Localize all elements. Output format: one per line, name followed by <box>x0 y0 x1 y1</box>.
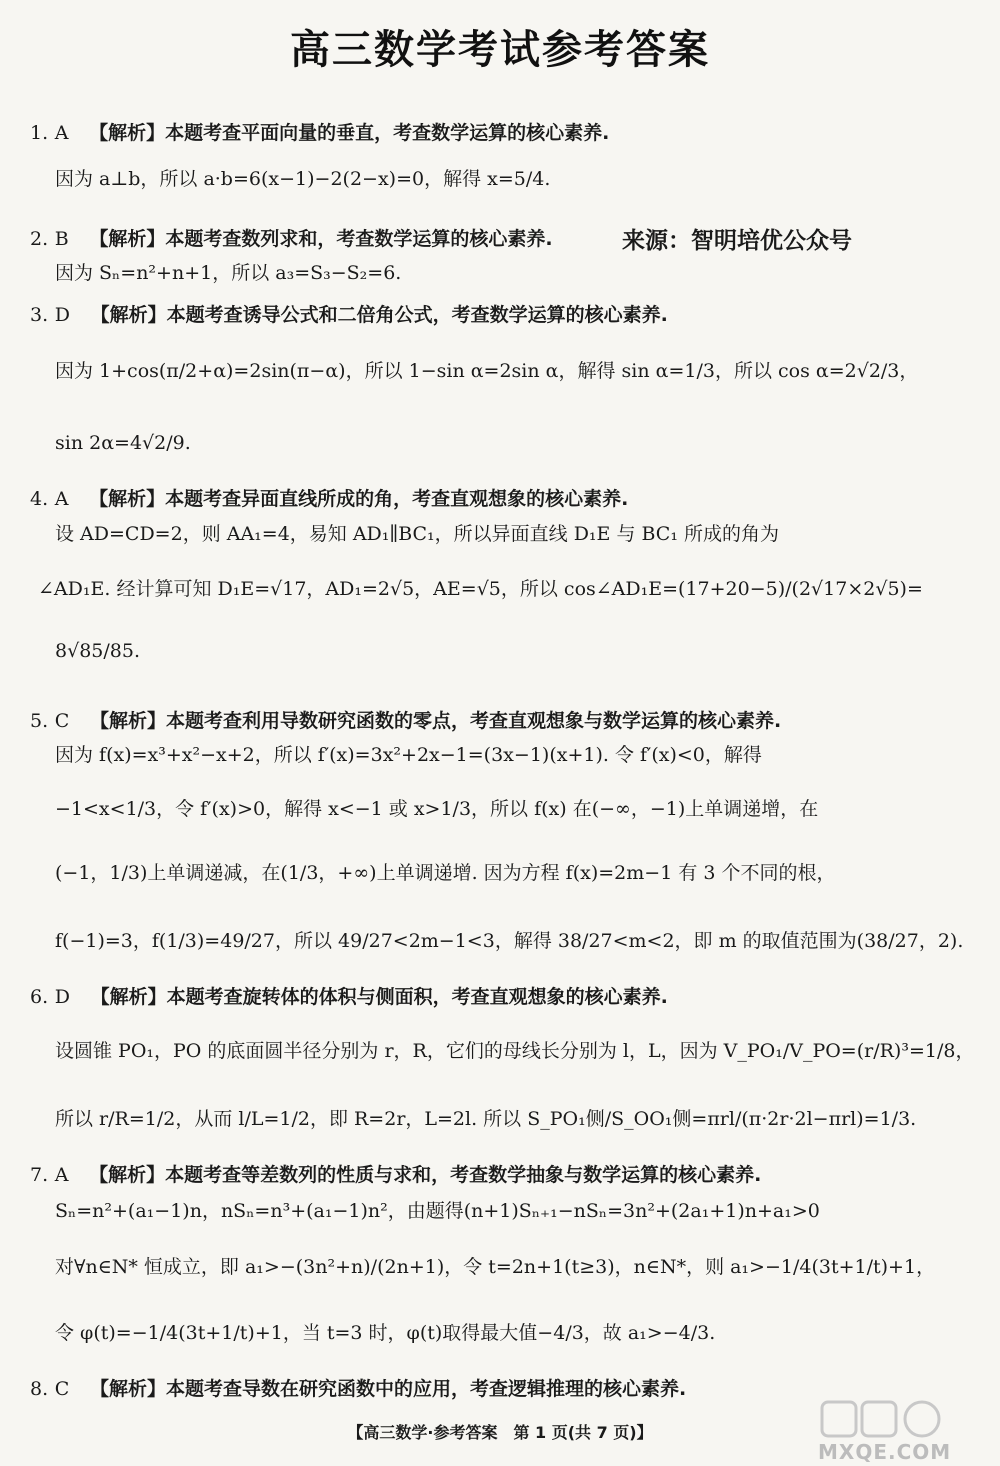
item-4-line-1: 设 AD=CD=2，则 AA₁=4，易知 AD₁∥BC₁，所以异面直线 D₁E 与 BC₁ 所成的角为 <box>55 523 780 545</box>
item-answer: A <box>54 488 69 510</box>
item-3-header <box>30 300 668 327</box>
item-3-line-2: sin 2α=4√2/9. <box>55 432 191 454</box>
item-analysis-heading: 【解析】本题考查数列求和，考查数学运算的核心素养. <box>89 228 553 250</box>
item-answer: B <box>54 228 69 250</box>
item-7-line-1: Sₙ=n²+(a₁−1)n，nSₙ=n³+(a₁−1)n²，由题得(n+1)Sₙ₊₁−nSₙ=3n²+(2a₁+1)n+a₁>0 <box>55 1200 820 1222</box>
item-4-line-3: 8√85/85. <box>55 640 140 662</box>
item-number: 7. <box>30 1164 49 1186</box>
source-note: 来源：智明培优公众号 <box>622 228 852 254</box>
item-answer: C <box>54 1378 70 1400</box>
item-number: 6. <box>30 986 49 1008</box>
item-analysis-heading: 【解析】本题考查平面向量的垂直，考查数学运算的核心素养. <box>89 122 610 144</box>
item-analysis-heading: 【解析】本题考查等差数列的性质与求和，考查数学抽象与数学运算的核心素养. <box>89 1164 762 1186</box>
item-number: 5. <box>30 710 49 732</box>
item-answer: A <box>54 122 69 144</box>
item-7-header <box>30 1160 761 1187</box>
item-number: 4. <box>30 488 49 510</box>
item-number: 2. <box>30 228 49 250</box>
item-2-line-1: 因为 Sₙ=n²+n+1，所以 a₃=S₃−S₂=6. <box>55 262 402 284</box>
item-1-line-1: 因为 a⊥b，所以 a·b=6(x−1)−2(2−x)=0，解得 x=5/4. <box>55 168 551 190</box>
item-answer: D <box>54 304 70 326</box>
item-5-line-4: f(−1)=3，f(1/3)=49/27，所以 49/27<2m−1<3，解得 38/27<m<2，即 m 的取值范围为(38/27，2). <box>55 930 964 952</box>
item-5-header <box>30 706 781 733</box>
item-number: 8. <box>30 1378 49 1400</box>
item-analysis-heading: 【解析】本题考查异面直线所成的角，考查直观想象的核心素养. <box>89 488 629 510</box>
item-answer: C <box>54 710 70 732</box>
item-6-header <box>30 982 668 1009</box>
item-7-line-2: 对∀n∈N* 恒成立，即 a₁>−(3n²+n)/(2n+1)，令 t=2n+1(t≥3)，n∈N*，则 a₁>−1/4(3t+1/t)+1， <box>55 1256 936 1278</box>
item-5-line-1: 因为 f(x)=x³+x²−x+2，所以 f′(x)=3x²+2x−1=(3x−1)(x+1). 令 f′(x)<0，解得 <box>55 744 762 766</box>
item-5-line-2: −1<x<1/3，令 f′(x)>0，解得 x<−1 或 x>1/3，所以 f(x) 在(−∞，−1)上单调递增，在 <box>55 798 819 820</box>
page-footer: 【高三数学·参考答案 第 1 页(共 7 页)】 <box>347 1423 653 1442</box>
watermark-text: MXQE.COM <box>818 1440 952 1464</box>
item-analysis-heading: 【解析】本题考查导数在研究函数中的应用，考查逻辑推理的核心素养. <box>89 1378 687 1400</box>
item-answer: A <box>54 1164 69 1186</box>
item-3-line-1: 因为 1+cos(π/2+α)=2sin(π−α)，所以 1−sin α=2sin α，解得 sin α=1/3，所以 cos α=2√2/3， <box>55 360 919 382</box>
item-analysis-heading: 【解析】本题考查利用导数研究函数的零点，考查直观想象与数学运算的核心素养. <box>89 710 782 732</box>
item-2-header <box>30 224 553 251</box>
page-title: 高三数学考试参考答案 <box>290 27 710 73</box>
item-answer: D <box>54 986 70 1008</box>
item-analysis-heading: 【解析】本题考查旋转体的体积与侧面积，考查直观想象的核心素养. <box>90 986 668 1008</box>
item-7-line-3: 令 φ(t)=−1/4(3t+1/t)+1，当 t=3 时，φ(t)取得最大值−4/3，故 a₁>−4/3. <box>55 1322 716 1344</box>
item-6-line-1: 设圆锥 PO₁，PO 的底面圆半径分别为 r，R，它们的母线长分别为 l，L，因为 V_PO₁/V_PO=(r/R)³=1/8， <box>55 1040 975 1062</box>
item-1-header <box>30 118 609 145</box>
item-4-header <box>30 484 628 511</box>
item-number: 1. <box>30 122 49 144</box>
item-6-line-2: 所以 r/R=1/2，从而 l/L=1/2，即 R=2r，L=2l. 所以 S_PO₁侧/S_OO₁侧=πrl/(π·2r·2l−πrl)=1/3. <box>55 1108 917 1130</box>
item-5-line-3: (−1，1/3)上单调递减，在(1/3，+∞)上单调递增. 因为方程 f(x)=2m−1 有 3 个不同的根， <box>55 862 836 884</box>
item-8-header <box>30 1374 686 1401</box>
item-analysis-heading: 【解析】本题考查诱导公式和二倍角公式，考查数学运算的核心素养. <box>90 304 668 326</box>
item-4-line-2: ∠AD₁E. 经计算可知 D₁E=√17，AD₁=2√5，AE=√5，所以 cos∠AD₁E=(17+20−5)/(2√17×2√5)= <box>38 578 923 600</box>
item-number: 3. <box>30 304 49 326</box>
